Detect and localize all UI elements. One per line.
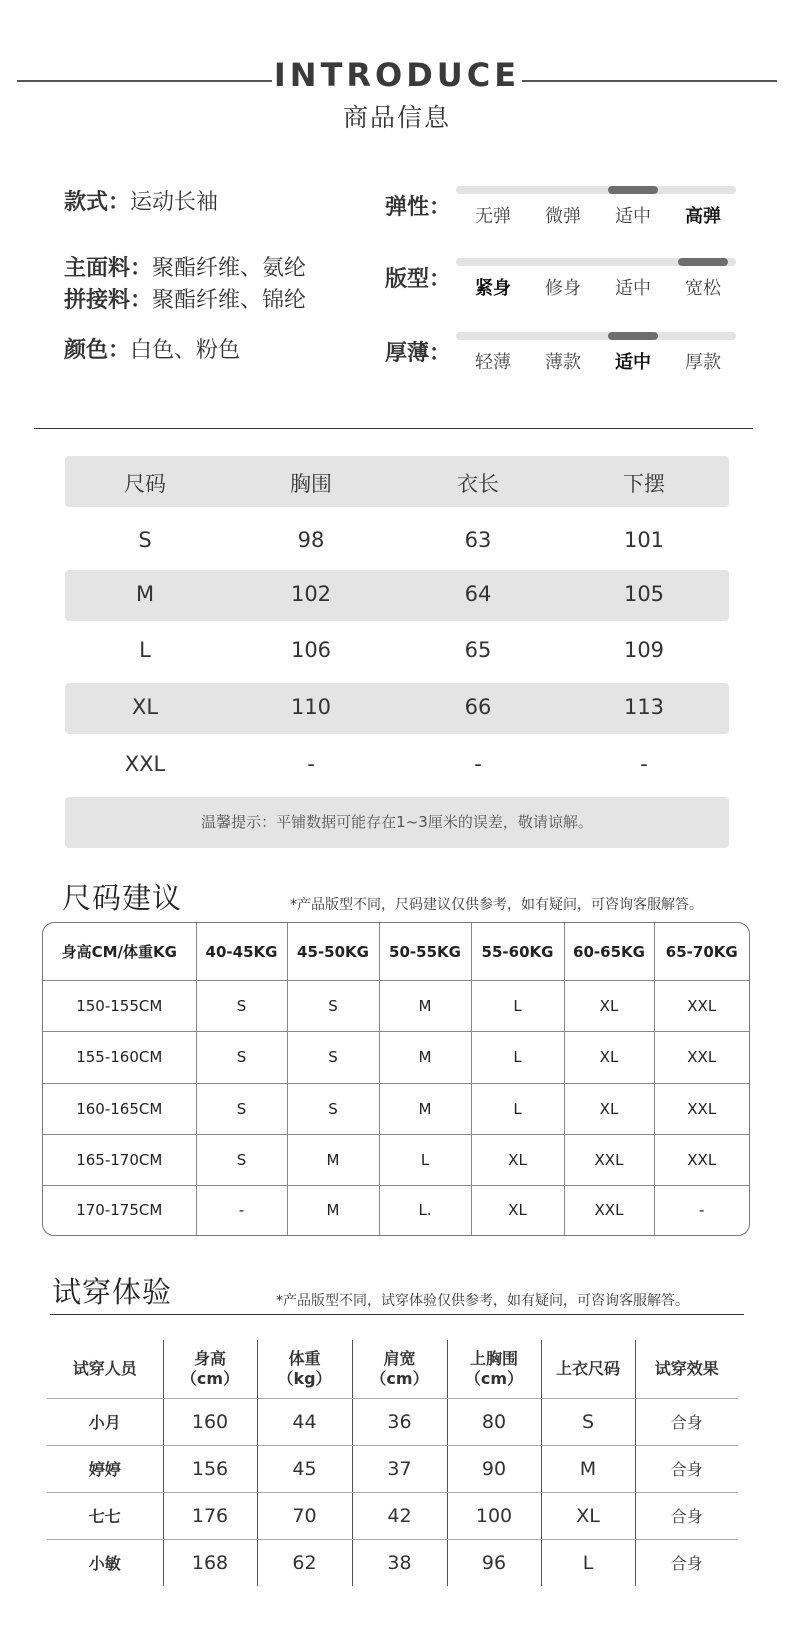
tryon-header-main: 体重 (288, 1348, 321, 1368)
recommendation-row (43, 1134, 749, 1185)
recommendation-header: 65-70KG (654, 923, 749, 981)
tryon-header-unit: （cm） (180, 1368, 240, 1388)
recommendation-cell: M (287, 1185, 379, 1235)
tryon-cell: XL (541, 1492, 635, 1539)
scale-elasticity-option: 无弹 (475, 206, 511, 227)
recommendation-cell: S (196, 1032, 287, 1083)
tryon-row (47, 1492, 738, 1539)
size-chart-cell: 66 (464, 695, 492, 719)
size-chart-cell: XXL (124, 752, 166, 776)
recommendation-cell: XL (564, 1083, 654, 1134)
scale-fit-option: 紧身 (475, 278, 511, 299)
attr-style (64, 186, 218, 220)
attr-color (64, 334, 240, 368)
tryon-cell: 45 (257, 1445, 352, 1492)
recommendation-row (43, 1185, 749, 1235)
recommendation-cell: M (379, 1032, 471, 1083)
recommendation-cell: S (196, 1083, 287, 1134)
recommendation-cell: XXL (654, 1134, 749, 1185)
tryon-header-row (47, 1340, 738, 1398)
recommendation-cell: S (287, 1032, 379, 1083)
size-chart-cell: - (640, 752, 648, 776)
attr-trim-fabric (64, 284, 306, 318)
tryon-header-main: 身高 (193, 1348, 226, 1368)
size-chart-cell: S (138, 528, 152, 552)
tryon-header (541, 1340, 635, 1398)
tryon-header (257, 1340, 352, 1398)
recommendation-row (43, 981, 749, 1032)
recommendation-cell: L (471, 1083, 564, 1134)
size-chart-cell: 105 (623, 582, 665, 606)
header-title-cn: 商品信息 (342, 103, 451, 132)
recommendation-row (43, 1083, 749, 1134)
tryon-cell: 90 (447, 1445, 541, 1492)
scale-thickness-indicator (608, 332, 658, 340)
tryon-cell: 42 (352, 1492, 447, 1539)
recommendation-cell: XL (564, 981, 654, 1032)
recommendation-cell: 150-155CM (43, 981, 196, 1032)
scale-thickness-label: 厚薄： (385, 341, 452, 366)
size-chart-cell: 109 (623, 638, 665, 662)
recommendation-cell: M (287, 1134, 379, 1185)
header-rule-right (522, 80, 777, 82)
tryon-cell: 合身 (670, 1554, 703, 1574)
recommendation-cell: L (379, 1134, 471, 1185)
scale-fit-option: 修身 (545, 278, 581, 299)
scale-elasticity-track (456, 186, 736, 194)
recommendation-cell: L. (379, 1185, 471, 1235)
scale-elasticity-option: 高弹 (685, 206, 721, 227)
tryon-row (47, 1539, 738, 1586)
size-chart-header: 胸围 (290, 472, 332, 496)
recommendation-cell: XXL (654, 1032, 749, 1083)
recommendation-cell: S (287, 981, 379, 1032)
recommendation-cell: L (471, 981, 564, 1032)
tryon-cell: 36 (352, 1398, 447, 1445)
scale-fit-indicator (678, 258, 728, 266)
header-title-en: INTRODUCE (273, 56, 521, 94)
tryon-cell: 96 (447, 1539, 541, 1586)
attr-style-value: 运动长袖 (130, 190, 219, 215)
scale-fit-label: 版型： (385, 267, 452, 292)
tryon-cell: 176 (163, 1492, 257, 1539)
tryon-header-unit: （cm） (464, 1368, 524, 1388)
recommendation-cell: S (196, 1134, 287, 1185)
tryon-divider (50, 1314, 744, 1315)
attr-main-fabric-value: 聚酯纤维、氨纶 (152, 256, 307, 281)
scale-elasticity-option: 适中 (615, 206, 651, 227)
recommendation-header: 40-45KG (196, 923, 287, 981)
tryon-header-main: 上衣尺码 (555, 1358, 620, 1378)
size-chart-cell: XL (131, 695, 159, 719)
size-chart-cell: L (139, 638, 151, 662)
tryon-cell: 合身 (635, 1445, 738, 1492)
recommendation-note: *产品版型不同，尺码建议仅供参考，如有疑问，可咨询客服解答。 (290, 897, 703, 913)
scale-fit-track (456, 258, 736, 266)
tryon-cell: L (541, 1539, 635, 1586)
scale-fit-option: 宽松 (685, 278, 721, 299)
tryon-header-main: 上胸围 (469, 1348, 518, 1368)
size-chart-header: 衣长 (457, 472, 499, 496)
tryon-cell: 七七 (47, 1492, 163, 1539)
tryon-cell: 80 (447, 1398, 541, 1445)
recommendation-cell: XL (564, 1032, 654, 1083)
attr-style-label: 款式： (64, 190, 131, 215)
tryon-header (47, 1340, 163, 1398)
attr-main-fabric-label: 主面料： (64, 256, 153, 281)
tryon-cell: 156 (163, 1445, 257, 1492)
recommendation-cell: XL (471, 1185, 564, 1235)
scale-elasticity-option: 微弹 (545, 206, 581, 227)
tryon-table (47, 1340, 738, 1586)
size-chart-cell: 106 (290, 638, 332, 662)
size-chart-cell: M (135, 582, 155, 606)
header-rule-left (17, 80, 272, 82)
attr-color-value: 白色、粉色 (130, 338, 241, 363)
tryon-header (163, 1340, 257, 1398)
size-chart-cell: 113 (623, 695, 665, 719)
scale-elasticity-label: 弹性： (385, 195, 452, 220)
recommendation-cell: XXL (654, 1083, 749, 1134)
tryon-header-main: 肩宽 (383, 1348, 416, 1368)
tryon-cell: 70 (257, 1492, 352, 1539)
scale-thickness-option: 薄款 (545, 352, 581, 373)
attr-color-label: 颜色： (64, 338, 131, 363)
recommendation-header: 50-55KG (379, 923, 471, 981)
recommendation-header: 60-65KG (564, 923, 654, 981)
tryon-cell: 160 (163, 1398, 257, 1445)
tryon-cell: 62 (257, 1539, 352, 1586)
tryon-cell: 合身 (635, 1492, 738, 1539)
recommendation-header-row (43, 923, 749, 981)
attr-main-fabric (64, 252, 306, 286)
size-chart-cell: 98 (297, 528, 325, 552)
size-chart-cell: - (474, 752, 482, 776)
recommendation-cell: XXL (564, 1185, 654, 1235)
scale-thickness-option: 适中 (615, 352, 651, 373)
tryon-cell: 100 (447, 1492, 541, 1539)
recommendation-cell: 170-175CM (43, 1185, 196, 1235)
recommendation-cell: XL (471, 1134, 564, 1185)
scale-fit-option: 适中 (615, 278, 651, 299)
recommendation-cell: - (699, 1201, 705, 1220)
tryon-header (447, 1340, 541, 1398)
recommendation-cell: - (196, 1185, 287, 1235)
size-chart-cell: 102 (290, 582, 332, 606)
tryon-row (47, 1445, 738, 1492)
size-chart-cell: 110 (290, 695, 332, 719)
recommendation-cell: XXL (564, 1134, 654, 1185)
recommendation-header: 55-60KG (471, 923, 564, 981)
recommendation-row (43, 1032, 749, 1083)
recommendation-header: 45-50KG (287, 923, 379, 981)
recommendation-cell: S (196, 981, 287, 1032)
tryon-header-main: 试穿效果 (654, 1358, 719, 1378)
tryon-cell: 小月 (47, 1398, 163, 1445)
tryon-cell: 小敏 (47, 1539, 163, 1586)
size-chart-cell: 63 (464, 528, 492, 552)
scale-thickness-option: 厚款 (685, 352, 721, 373)
recommendation-title: 尺码建议 (62, 881, 183, 915)
size-chart-cell: 65 (464, 638, 492, 662)
tryon-cell: 168 (163, 1539, 257, 1586)
recommendation-cell: 160-165CM (43, 1083, 196, 1134)
recommendation-cell: 155-160CM (43, 1032, 196, 1083)
tryon-header-unit: （cm） (370, 1368, 429, 1388)
recommendation-grid (42, 922, 750, 1236)
tryon-title: 试穿体验 (52, 1275, 173, 1309)
tryon-cell: 44 (257, 1398, 352, 1445)
tryon-header-main: 试穿人员 (72, 1358, 137, 1378)
size-chart-header: 下摆 (623, 472, 665, 496)
recommendation-header: 身高CM/体重KG (43, 923, 196, 981)
scale-elasticity-indicator (608, 186, 658, 194)
scale-thickness-track (456, 332, 736, 340)
tryon-cell: 婷婷 (47, 1445, 163, 1492)
size-chart-cell: 64 (464, 582, 492, 606)
section-divider (34, 428, 753, 429)
recommendation-cell: M (379, 981, 471, 1032)
tryon-header (635, 1340, 738, 1398)
tryon-cell: 37 (352, 1445, 447, 1492)
recommendation-cell: L (471, 1032, 564, 1083)
tryon-cell: S (541, 1398, 635, 1445)
tryon-header (352, 1340, 447, 1398)
tryon-note: *产品版型不同，试穿体验仅供参考，如有疑问，可咨询客服解答。 (276, 1293, 689, 1309)
recommendation-cell: 165-170CM (43, 1134, 196, 1185)
scale-thickness-option: 轻薄 (475, 352, 511, 373)
size-chart-header: 尺码 (124, 472, 166, 496)
attr-trim-fabric-value: 聚酯纤维、锦纶 (152, 288, 307, 313)
size-chart-cell: 101 (623, 528, 665, 552)
size-chart-tip: 温馨提示：平铺数据可能存在1~3厘米的误差，敬请谅解。 (65, 797, 729, 848)
attr-trim-fabric-label: 拼接料： (64, 288, 153, 313)
tryon-header-unit: （kg） (277, 1368, 332, 1388)
recommendation-cell: S (287, 1083, 379, 1134)
size-chart-cell: - (307, 752, 315, 776)
tryon-cell: 合身 (635, 1398, 738, 1445)
recommendation-cell: M (379, 1083, 471, 1134)
tryon-cell: M (541, 1445, 635, 1492)
recommendation-cell: XXL (654, 981, 749, 1032)
tryon-cell: 38 (352, 1539, 447, 1586)
tryon-row (47, 1398, 738, 1445)
